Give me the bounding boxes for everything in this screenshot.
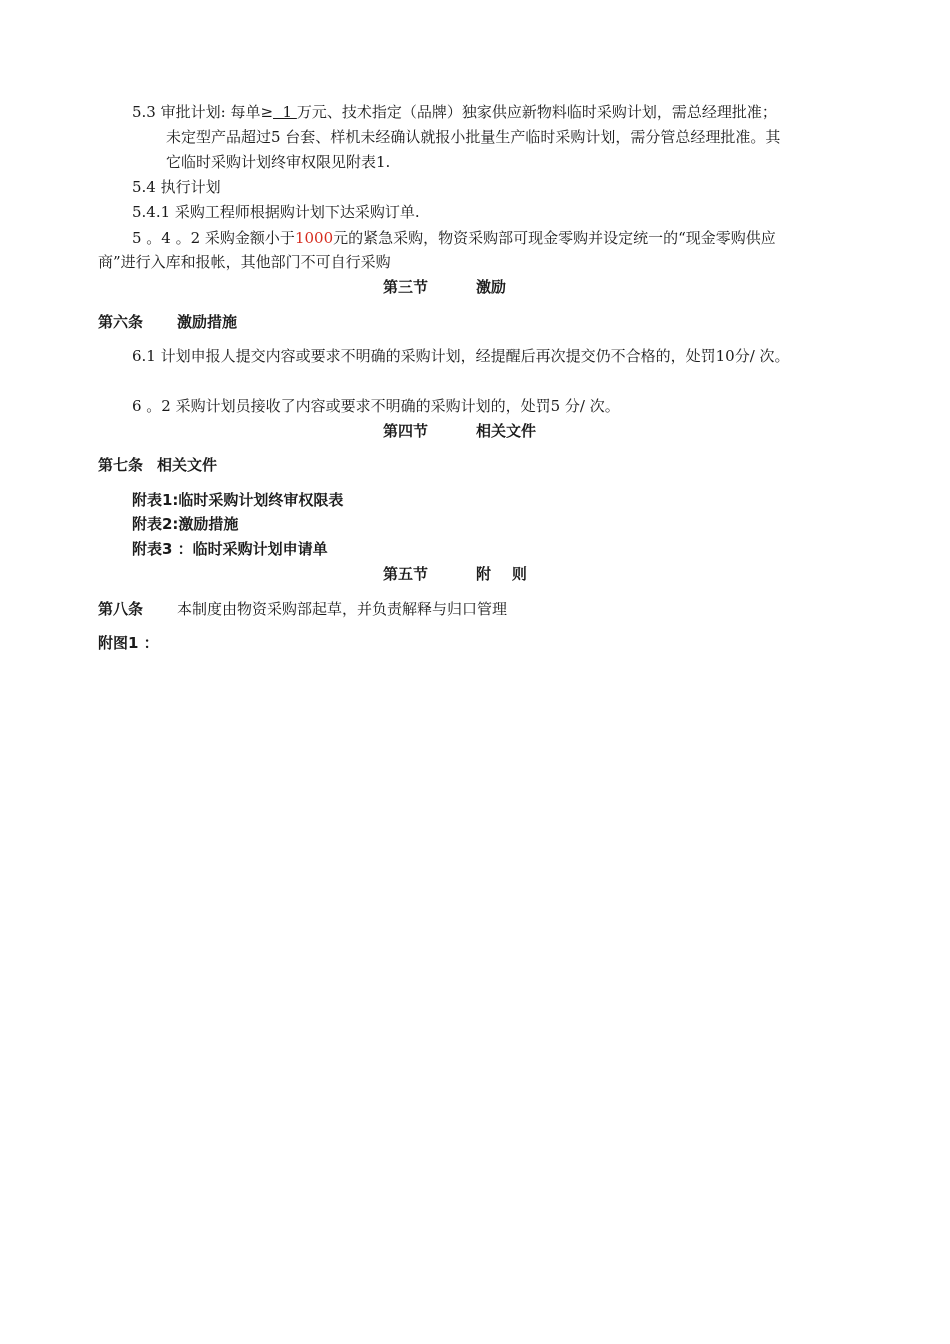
article-6-label: 第六条 [98,313,144,331]
attachment-item: 附表2:激励措施 [132,515,239,533]
clause-5-3 [132,102,777,122]
clause-5-4-2-prefix: 5 。4 。2 采购金额小于 [132,229,295,247]
clause-5-3-line2: 未定型产品超过5 台套、样机未经确认就报小批量生产临时采购计划，需分管总经理批准。其 [166,128,781,146]
article-6-title: 激励措施 [177,313,238,331]
article-8 [98,599,507,619]
clause-5-4-2-rest: 元的紧急采购，物资采购部可现金零购并设定统一的“现金零购供应 [333,229,776,247]
section-5-label: 第五节 [383,565,429,583]
figure-1-label: 附图1 ： [98,634,159,652]
section-4-heading [383,421,536,441]
clause-5-4-2-line2: 商”进行入库和报帐，其他部门不可自行采购 [98,253,391,271]
clause-5-4: 5.4 执行计划 [132,178,221,196]
article-8-label: 第八条 [98,600,144,618]
clause-5-4-2 [132,228,776,248]
section-4-label: 第四节 [383,422,429,440]
clause-5-3-prefix: 5.3 审批计划: 每单≥ [132,103,274,121]
clause-5-3-amount: 1 [273,103,297,121]
article-6-heading [98,312,237,332]
attachment-item: 附表1:临时采购计划终审权限表 [132,491,344,509]
article-7-title: 相关文件 [157,456,218,474]
article-7-heading [98,455,217,475]
section-3-heading [383,277,506,297]
article-7-label: 第七条 [98,456,144,474]
section-3-title: 激励 [476,278,507,296]
section-5-title: 附 则 [476,565,527,583]
section-4-title: 相关文件 [476,422,537,440]
article-8-text: 本制度由物资采购部起草，并负责解释与归口管理 [177,600,508,618]
clause-6-2: 6 。2 采购计划员接收了内容或要求不明确的采购计划的，处罚5 分/ 次。 [132,397,620,415]
clause-5-4-2-amount: 1000 [294,229,334,247]
clause-5-3-line3: 它临时采购计划终审权限见附表1. [166,153,391,171]
clause-6-1: 6.1 计划申报人提交内容或要求不明确的采购计划，经提醒后再次提交仍不合格的，处罚10分/ 次。 [132,347,790,365]
clause-5-4-1: 5.4.1 采购工程师根据购计划下达采购订单. [132,203,420,221]
section-5-heading [383,564,527,584]
attachment-item: 附表3 ：临时采购计划申请单 [132,540,328,558]
section-3-label: 第三节 [383,278,429,296]
clause-5-3-rest: 万元、技术指定（品牌）独家供应新物料临时采购计划，需总经理批准； [296,103,777,121]
